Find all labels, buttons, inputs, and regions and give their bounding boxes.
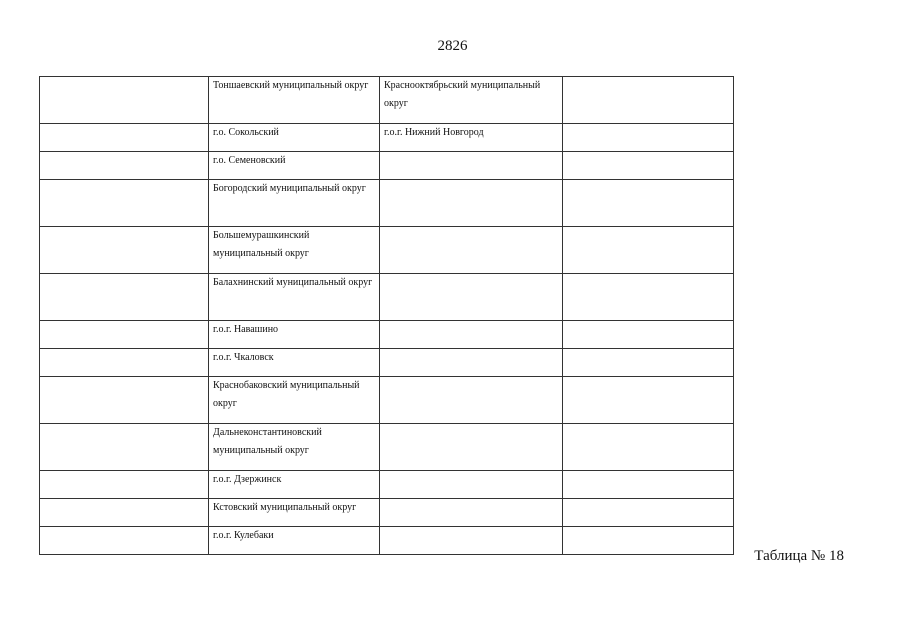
table-row — [40, 377, 734, 424]
table-row — [40, 349, 734, 377]
table-cell — [563, 424, 734, 471]
table-cell — [380, 527, 563, 555]
table-cell — [563, 152, 734, 180]
table-cell — [40, 499, 209, 527]
table-cell — [563, 227, 734, 274]
document-table — [39, 76, 734, 555]
table-cell — [563, 180, 734, 227]
table-cell — [380, 499, 563, 527]
table-cell: Краснооктябрьский муниципальный округ — [380, 77, 563, 124]
table-cell — [563, 349, 734, 377]
table-cell — [380, 349, 563, 377]
table-cell — [380, 152, 563, 180]
table-cell — [40, 349, 209, 377]
table-cell — [40, 424, 209, 471]
table-cell: Богородский муниципальный округ — [209, 180, 380, 227]
table-row — [40, 77, 734, 124]
table-cell — [40, 227, 209, 274]
table-cell: Тоншаевский муниципальный округ — [209, 77, 380, 124]
table-body — [40, 77, 734, 555]
table-caption: Таблица № 18 — [754, 548, 844, 564]
table-cell: г.о. Сокольский — [209, 124, 380, 152]
table-cell: Краснобаковский муниципальный округ — [209, 377, 380, 424]
table-cell — [563, 321, 734, 349]
table-cell — [563, 77, 734, 124]
table-cell — [40, 471, 209, 499]
table-cell: Балахнинский муниципальный округ — [209, 274, 380, 321]
table-row — [40, 227, 734, 274]
table-cell — [563, 377, 734, 424]
table-row — [40, 124, 734, 152]
table-cell — [40, 124, 209, 152]
table-row — [40, 152, 734, 180]
table-cell: Кстовский муниципальный округ — [209, 499, 380, 527]
table-cell — [40, 527, 209, 555]
table-row — [40, 527, 734, 555]
table-cell: г.о.г. Чкаловск — [209, 349, 380, 377]
page-number: 2826 — [437, 38, 468, 54]
table-cell: г.о.г. Кулебаки — [209, 527, 380, 555]
table-cell — [380, 471, 563, 499]
table-cell — [563, 471, 734, 499]
table-cell — [40, 180, 209, 227]
table-cell — [40, 77, 209, 124]
table-cell — [380, 180, 563, 227]
table-cell — [40, 321, 209, 349]
table-cell — [380, 321, 563, 349]
table-cell — [563, 274, 734, 321]
table-row — [40, 180, 734, 227]
table-row — [40, 499, 734, 527]
table-cell: г.о.г. Дзержинск — [209, 471, 380, 499]
table-row — [40, 321, 734, 349]
table-row — [40, 424, 734, 471]
table-cell — [380, 377, 563, 424]
table-cell — [40, 274, 209, 321]
table-row — [40, 274, 734, 321]
table-cell — [563, 527, 734, 555]
table-cell — [380, 274, 563, 321]
table-row — [40, 471, 734, 499]
table-cell — [563, 499, 734, 527]
table-cell: г.о. Семеновский — [209, 152, 380, 180]
table-cell: г.о.г. Нижний Новгород — [380, 124, 563, 152]
table-cell: г.о.г. Навашино — [209, 321, 380, 349]
table-cell — [563, 124, 734, 152]
table-cell — [380, 227, 563, 274]
table-cell — [40, 377, 209, 424]
table-cell: Большемурашкинский муниципальный округ — [209, 227, 380, 274]
table-cell — [380, 424, 563, 471]
table-cell: Дальнеконстантиновский муниципальный округ — [209, 424, 380, 471]
table-cell — [40, 152, 209, 180]
